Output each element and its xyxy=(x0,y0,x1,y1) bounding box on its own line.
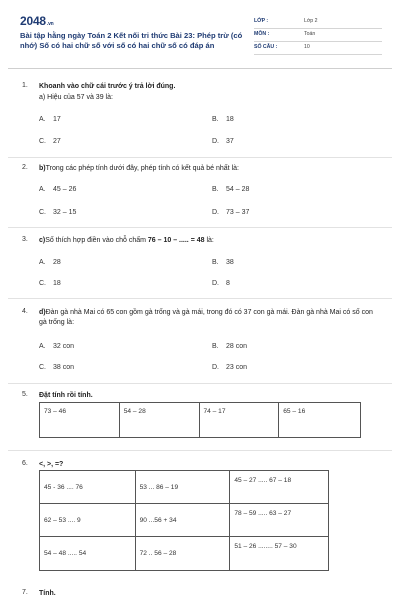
option-b: B. 28 con xyxy=(212,343,248,350)
option-d: D. 73 – 37 xyxy=(212,209,250,216)
table-cell: 51 – 26 ........ 57 – 30 xyxy=(230,537,329,571)
table-cell: 53 ... 86 – 19 xyxy=(135,471,230,504)
table-cell: 65 – 16 xyxy=(279,403,361,438)
question-text: a) Hiệu của 57 và 39 là: xyxy=(39,94,113,101)
table-cell: 54 – 48 ..... 54 xyxy=(40,537,136,571)
question-1: 1. Khoanh vào chữ cái trước ý trả lời đúng. a) Hiệu của 57 và 39 là: A. 17 B. 18 C. 27 D. 37 xyxy=(22,82,382,152)
logo[interactable]: 2048.vn xyxy=(20,14,54,28)
question-text: b)Trong các phép tính dưới đây, phép tính có kết quả bé nhất là: xyxy=(39,165,239,172)
divider xyxy=(8,298,392,299)
option-a: A. 17 xyxy=(39,116,61,123)
meta-panel xyxy=(254,16,382,55)
option-d: D. 23 con xyxy=(212,364,248,371)
option-c: C. 18 xyxy=(39,280,61,287)
option-d: D. 37 xyxy=(212,138,234,145)
option-a: A. 28 xyxy=(39,259,61,266)
question-title: Khoanh vào chữ cái trước ý trả lời đúng. xyxy=(39,83,176,90)
question-5: 5. Đặt tính rồi tính. xyxy=(22,391,93,399)
question-7: 7. Tính. xyxy=(22,589,56,597)
table-cell: 90 ...56 + 34 xyxy=(135,504,230,537)
exercise-table-5 xyxy=(39,402,361,438)
question-3: 3. c)Số thích hợp điền vào chỗ chấm 76 – 10 – ..... = 48 là: A. 28 B. 38 C. 18 D. 8 xyxy=(22,236,382,296)
question-6: 6. <, >, =? xyxy=(22,460,64,468)
question-title: <, >, =? xyxy=(39,461,64,468)
table-cell: 62 – 53 .... 9 xyxy=(40,504,136,537)
option-c: C. 32 – 15 xyxy=(39,209,77,216)
option-c: C. 38 con xyxy=(39,364,75,371)
meta-row-count: SỐ CÂU : 10 xyxy=(254,42,382,55)
table-cell: 78 – 59 ..... 63 – 27 xyxy=(230,504,329,537)
table-cell: 45 - 36 .... 76 xyxy=(40,471,136,504)
question-text: c)Số thích hợp điền vào chỗ chấm 76 – 10 – ..... = 48 là: xyxy=(39,237,214,244)
table-cell: 45 – 27 ..... 67 – 18 xyxy=(230,471,329,504)
divider xyxy=(8,157,392,158)
divider xyxy=(8,450,392,451)
table-cell: 72 .. 56 – 28 xyxy=(135,537,230,571)
option-b: B. 54 – 28 xyxy=(212,186,250,193)
table-cell: 74 – 17 xyxy=(199,403,279,438)
question-4: 4. d)Đàn gà nhà Mai có 65 con gồm gà trống và gà mái, trong đó có 37 con gà mái. Đàn gà nhà Mai có số con gà trống là: A. 32 con B. 28 con C. 38 con D. 23 con xyxy=(22,308,382,378)
option-b: B. 38 xyxy=(212,259,234,266)
header xyxy=(20,14,382,62)
option-a: A. 32 con xyxy=(39,343,75,350)
header-divider xyxy=(8,68,392,69)
table-cell: 54 – 28 xyxy=(119,403,199,438)
question-title: Đặt tính rồi tính. xyxy=(39,392,93,399)
option-b: B. 18 xyxy=(212,116,234,123)
meta-row-class: LỚP : Lớp 2 xyxy=(254,16,382,29)
meta-row-subject: MÔN : Toán xyxy=(254,29,382,42)
table-cell: 73 – 46 xyxy=(40,403,120,438)
option-d: D. 8 xyxy=(212,280,230,287)
divider xyxy=(8,383,392,384)
exercise-table-6 xyxy=(39,470,329,571)
document-title: Bài tập hằng ngày Toán 2 Kết nối tri thức Bài 23: Phép trừ (có nhớ) Số có hai chữ số với số có hai chữ số có đáp án xyxy=(20,31,243,50)
question-2: 2. b)Trong các phép tính dưới đây, phép tính có kết quả bé nhất là: A. 45 – 26 B. 54 – 28 C. 32 – 15 D. 73 – 37 xyxy=(22,164,382,224)
option-a: A. 45 – 26 xyxy=(39,186,77,193)
divider xyxy=(8,227,392,228)
question-text: d)Đàn gà nhà Mai có 65 con gồm gà trống và gà mái, trong đó có 37 con gà mái. Đàn gà nhà Mai có số con gà trống là: xyxy=(39,309,373,326)
option-c: C. 27 xyxy=(39,138,61,145)
question-title: Tính. xyxy=(39,590,56,597)
